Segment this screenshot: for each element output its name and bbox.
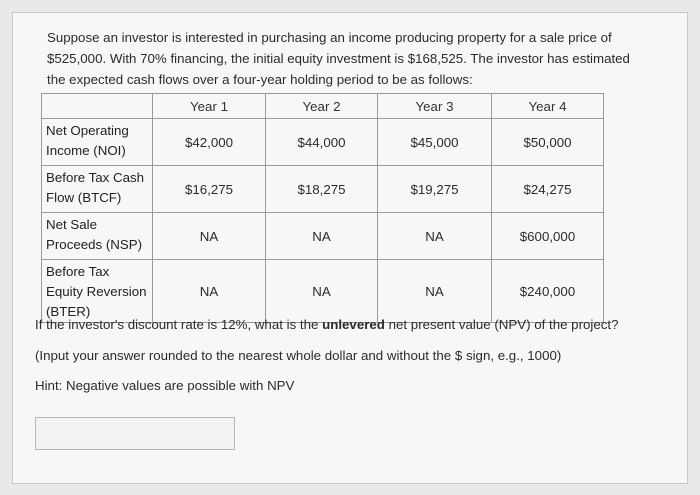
table-row-bter (42, 260, 604, 323)
table-row-btcf (42, 166, 604, 213)
cell-value: $24,275 (492, 166, 604, 213)
question-emphasis: unlevered (322, 317, 385, 332)
cell-value: $240,000 (492, 260, 604, 323)
question-suffix: net present value (NPV) of the project? (384, 317, 619, 332)
row-label: Before Tax Cash Flow (BTCF) (42, 166, 153, 213)
row-label: Net Operating Income (NOI) (42, 119, 153, 166)
cash-flow-table (41, 93, 604, 323)
row-label: Before Tax Equity Reversion (BTER) (42, 260, 153, 323)
header-empty (42, 94, 153, 119)
cell-value: NA (266, 213, 378, 260)
cell-value: $50,000 (492, 119, 604, 166)
cell-value: $18,275 (266, 166, 378, 213)
cell-value: $44,000 (266, 119, 378, 166)
answer-input[interactable] (35, 417, 235, 450)
cell-value: $42,000 (153, 119, 266, 166)
header-year-2: Year 2 (266, 94, 378, 119)
hint-text: Hint: Negative values are possible with NPV (35, 378, 295, 393)
header-year-1: Year 1 (153, 94, 266, 119)
question-prefix: If the investor's discount rate is 12%, what is the (35, 317, 323, 332)
cell-value: $16,275 (153, 166, 266, 213)
cell-value: NA (153, 213, 266, 260)
cell-value: $19,275 (378, 166, 492, 213)
cell-value: $600,000 (492, 213, 604, 260)
header-year-3: Year 3 (378, 94, 492, 119)
row-label: Net Sale Proceeds (NSP) (42, 213, 153, 260)
cell-value: NA (378, 213, 492, 260)
cell-value: $45,000 (378, 119, 492, 166)
intro-paragraph: Suppose an investor is interested in purchasing an income producing property for a sale price of $525,000. With 70% financing, the initial equity investment is $168,525. The investor has estimated the expected cash flows over a four-year holding period to be as follows: (47, 30, 630, 87)
table-header-row (42, 94, 604, 119)
cell-value: NA (153, 260, 266, 323)
answer-instruction: (Input your answer rounded to the nearest whole dollar and without the $ sign, e.g., 1000) (35, 348, 562, 363)
table-row-noi (42, 119, 604, 166)
question-card (12, 12, 688, 484)
cell-value: NA (378, 260, 492, 323)
header-year-4: Year 4 (492, 94, 604, 119)
table-row-nsp (42, 213, 604, 260)
cell-value: NA (266, 260, 378, 323)
question-text (35, 317, 618, 332)
